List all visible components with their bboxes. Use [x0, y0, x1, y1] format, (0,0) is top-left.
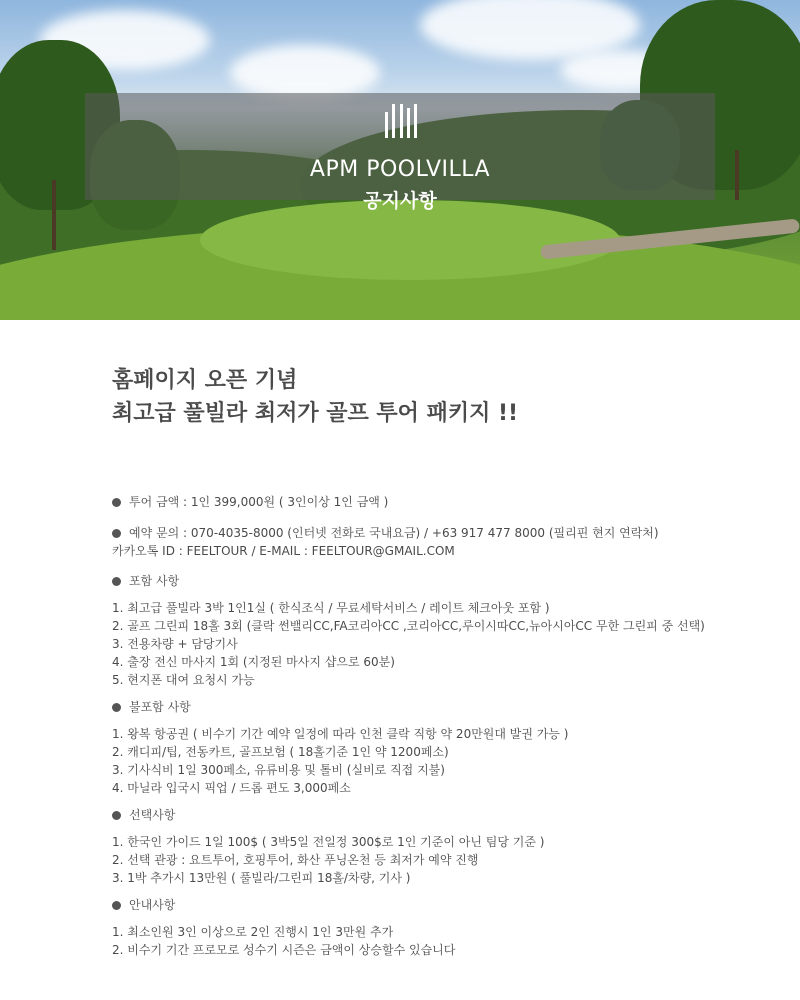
list-item: 3. 1박 추가시 13만원 ( 풀빌라/그린피 18홀/차량, 기사 )	[112, 871, 411, 885]
section-title: 공지사항	[363, 190, 437, 212]
options-title: 선택사항	[129, 808, 176, 822]
contact-line1: 예약 문의 : 070-4035-8000 (인터넷 전화로 국내요금) / +63 917 477 8000 (필리핀 현지 연락처)	[129, 526, 659, 540]
list-item: 3. 전용차량 + 담당기사	[112, 637, 238, 651]
bullet-icon	[112, 529, 121, 538]
included-title: 포함 사항	[129, 574, 180, 588]
bullet-icon	[112, 901, 121, 910]
list-item: 2. 캐디피/팁, 전동카트, 골프보험 ( 18홀기준 1인 약 1200페소)	[112, 745, 449, 759]
headline-line1: 홈페이지 오픈 기념	[112, 368, 298, 393]
list-item: 2. 선택 관광 : 요트투어, 호핑투어, 화산 푸닝온천 등 최저가 예약 진행	[112, 853, 479, 867]
price-section	[112, 493, 752, 511]
list-item: 2. 골프 그린피 18홀 3회 (클락 썬밸리CC,FA코리아CC ,코리아CC,루이시따CC,뉴아시아CC 무한 그린피 중 선택)	[112, 619, 705, 633]
headline-line2: 최고급 풀빌라 최저가 골프 투어 패키지 !!	[112, 401, 519, 426]
bullet-icon	[112, 577, 121, 586]
bullet-icon	[112, 811, 121, 820]
contact-line2: 카카오톡 ID : FEELTOUR / E-MAIL : FEELTOUR@GMAIL.COM	[112, 544, 455, 558]
excluded-section	[112, 698, 752, 797]
hero-banner	[0, 0, 800, 320]
contact-section	[112, 524, 752, 560]
cloud	[230, 45, 380, 100]
list-item: 3. 기사식비 1일 300페소, 유류비용 및 톨비 (실비로 직접 지불)	[112, 763, 445, 777]
list-item: 2. 비수기 기간 프로모로 성수기 시즌은 금액이 상승할수 있습니다	[112, 943, 456, 957]
vertical-bars-logo-icon	[385, 104, 417, 138]
price-text: 투어 금액 : 1인 399,000원 ( 3인이상 1인 금액 )	[129, 495, 389, 509]
guide-title: 안내사항	[129, 898, 176, 912]
list-item: 1. 왕복 항공권 ( 비수기 기간 예약 일정에 따라 인천 클락 직항 약 20만원대 발권 가능 )	[112, 727, 569, 741]
list-item: 1. 최소인원 3인 이상으로 2인 진행시 1인 3만원 추가	[112, 925, 394, 939]
list-item: 4. 출장 전신 마사지 1회 (지정된 마사지 샵으로 60분)	[112, 655, 395, 669]
included-section	[112, 572, 752, 689]
options-section	[112, 806, 752, 887]
list-item: 5. 현지폰 대여 요청시 가능	[112, 673, 255, 687]
guide-section	[112, 896, 752, 959]
notice-content	[112, 364, 752, 959]
list-item: 1. 한국인 가이드 1일 100$ ( 3박5일 전일정 300$로 1인 기준이 아닌 팀당 기준 )	[112, 835, 545, 849]
excluded-title: 불포함 사항	[129, 700, 191, 714]
list-item: 4. 마닐라 입국시 픽업 / 드롭 편도 3,000페소	[112, 781, 351, 795]
bullet-icon	[112, 703, 121, 712]
brand-name: APM POOLVILLA	[309, 157, 491, 182]
bullet-icon	[112, 498, 121, 507]
list-item: 1. 최고급 풀빌라 3박 1인1실 ( 한식조식 / 무료세탁서비스 / 레이트 체크아웃 포함 )	[112, 601, 550, 615]
